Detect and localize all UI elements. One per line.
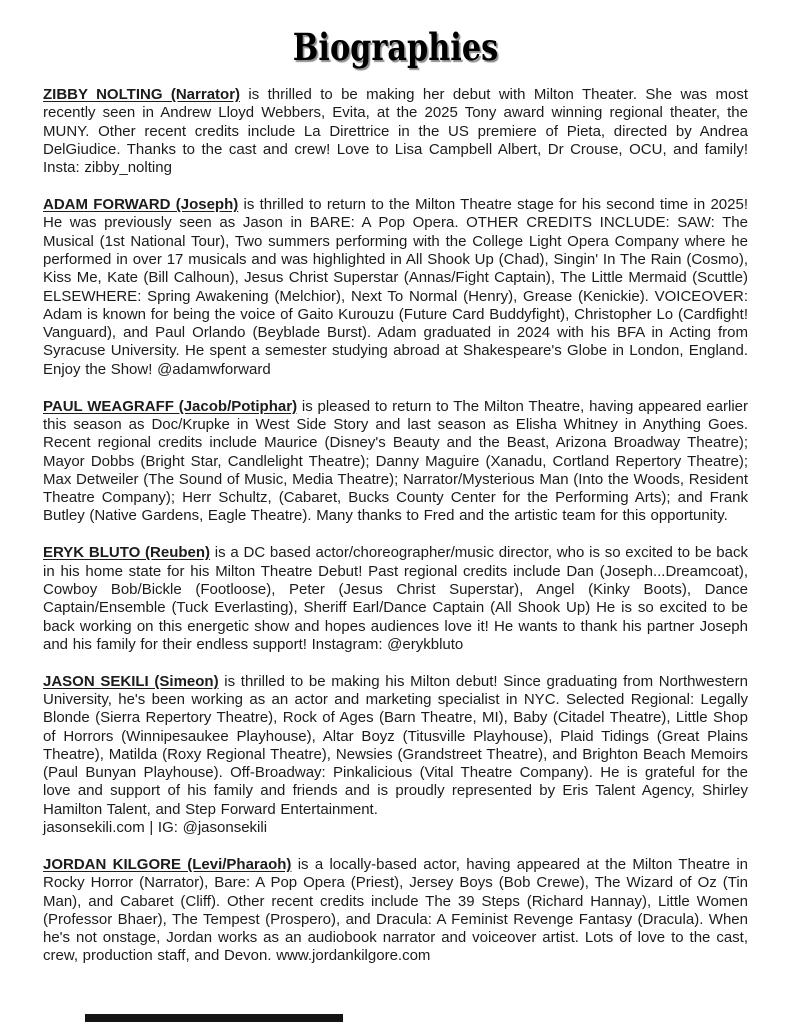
bio-paragraph-zibby-nolting [43,86,748,177]
bio-text-jordan-kilgore: is a locally-based actor, having appeared at the Milton Theatre in Rocky Horror (Narrator), Bare: A Pop Opera (Priest), Jersey Boys (Bob Crewe), The Wizard of Oz (Tin Man), and Cabaret (Cliff). Other recent credits include The 39 Steps (Richard Hannay), Little Women (Professor Bhaer), The Tempest (Prospero), and Dracula: A Feminist Revenge Fantasy (Dracula). When he's not onstage, Jordan works as an audiobook narrator and voiceover artist. Lots of love to the cast, crew, production staff, and Devon. www.jordankilgore.com [43,855,748,965]
next-bio-heading-cutoff [85,1014,343,1022]
bio-text-zibby-nolting: is thrilled to be making her debut with Milton Theater. She was most recently seen in Andrew Lloyd Webbers, Evita, at the 2025 Tony award winning regional theater, the MUNY. Other recent credits include La Direttrice in the US premiere of Pieta, directed by Andrea DelGiudice. Thanks to the cast and crew! Love to Lisa Campbell Albert, Dr Crouse, OCU, and family! Insta: zibby_nolting [43,86,749,177]
bio-heading-eryk-bluto: ERYK BLUTO (Reuben) [43,544,211,562]
bio-heading-adam-forward: ADAM FORWARD (Joseph) [43,196,239,214]
bio-paragraph-jordan-kilgore [43,856,748,966]
page-content [43,0,748,984]
bio-heading-zibby-nolting: ZIBBY NOLTING (Narrator) [43,86,241,103]
bio-paragraph-eryk-bluto [43,544,748,654]
bio-heading-paul-weagraff: PAUL WEAGRAFF (Jacob/Potiphar) [43,397,298,415]
bio-paragraph-paul-weagraff [43,398,748,526]
bio-text-eryk-bluto: is a DC based actor/choreographer/music director, who is so excited to be back in his home state for his Milton Theatre Debut! Past regional credits include Dan (Joseph...Dreamcoat), Cowboy Bob/Bickle (Footloose), Peter (Jesus Christ Superstar), Angel (Kinky Boots), Dance Captain/Ensemble (Tuck Everlasting), Sheriff Earl/Dance Captain (All Shook Up) He is so excited to be back working on this energetic show and hopes audiences love it! He wants to thank his partner Joseph and his family for their endless support! Instagram: @erykbluto [43,544,748,653]
bio-heading-jason-sekili: JASON SEKILI (Simeon) [43,672,219,690]
bio-contact-line-jason-sekili: jasonsekili.com | IG: @jasonsekili [43,819,268,837]
bio-text-adam-forward: is thrilled to return to the Milton Theatre stage for his second time in 2025! He was previously seen as Jason in BARE: A Pop Opera. OTHER CREDITS INCLUDE: SAW: The Musical (1st National Tour), Two summers performing with the College Light Opera Company where he performed in over 17 musicals and was highlighted in All Shook Up (Chad), Singin' In The Rain (Cosmo), Kiss Me, Kate (Bill Calhoun), Jesus Christ Superstar (Annas/Fight Captain), The Little Mermaid (Scuttle) ELSEWHERE: Spring Awakening (Melchior), Next To Normal (Henry), Grease (Kenickie). VOICEOVER: Adam is known for being the voice of Gaito Kurouzu (Future Card Buddyfight), Christopher Lo (Cardfight! Vanguard), and Paul Orlando (Beyblade Burst). Adam graduated in 2024 with his BFA in Acting from Syracuse University. He spent a semester studying abroad at Shakespeare's Globe in London, England. Enjoy the Show! @adamwforward [43,196,748,378]
bio-heading-jordan-kilgore: JORDAN KILGORE (Levi/Pharaoh) [43,855,292,873]
bio-text-paul-weagraff: is pleased to return to The Milton Theatre, having appeared earlier this season as Doc/Krupke in West Side Story and last season as Elisha Whitney in Anything Goes. Recent regional credits include Maurice (Disney's Beauty and the Beast, Arizona Broadway Theatre); Mayor Dobbs (Bright Star, Candlelight Theatre); Danny Maguire (Xanadu, Cortland Repertory Theatre); Max Detweiler (The Sound of Music, Media Theatre); Narrator/Mysterious Man (Into the Woods, Resident Theatre Company); Herr Schultz, (Cabaret, Bucks County Center for the Performing Arts); and Frank Butley (Native Gardens, Eagle Theatre). Many thanks to Fred and the artistic team for this opportunity. [43,397,748,525]
bio-paragraph-jason-sekili [43,673,748,838]
bio-paragraph-adam-forward [43,196,748,379]
bio-text-jason-sekili: is thrilled to be making his Milton debut! Since graduating from Northwestern University, he's been working as an actor and marketing specialist in NYC. Selected Regional: Legally Blonde (Sierra Repertory Theatre), Rock of Ages (Barn Theatre, MI), Baby (Citadel Theatre), Little Shop of Horrors (Winnipesaukee Playhouse), Altar Boyz (Titusville Playhouse), Plaid Tidings (Great Plains Theatre), Matilda (Roxy Regional Theatre), Newsies (Grandstreet Theatre), and Brighton Beach Memoirs (Paul Bunyan Playhouse). Off-Broadway: Pinkalicious (Vital Theatre Company). He is grateful for the love and support of his family and friends and is proudly represented by Eris Talent Agency, Shirley Hamilton Talent, and Step Forward Entertainment. [43,672,748,818]
page-title: Biographies [292,25,499,69]
